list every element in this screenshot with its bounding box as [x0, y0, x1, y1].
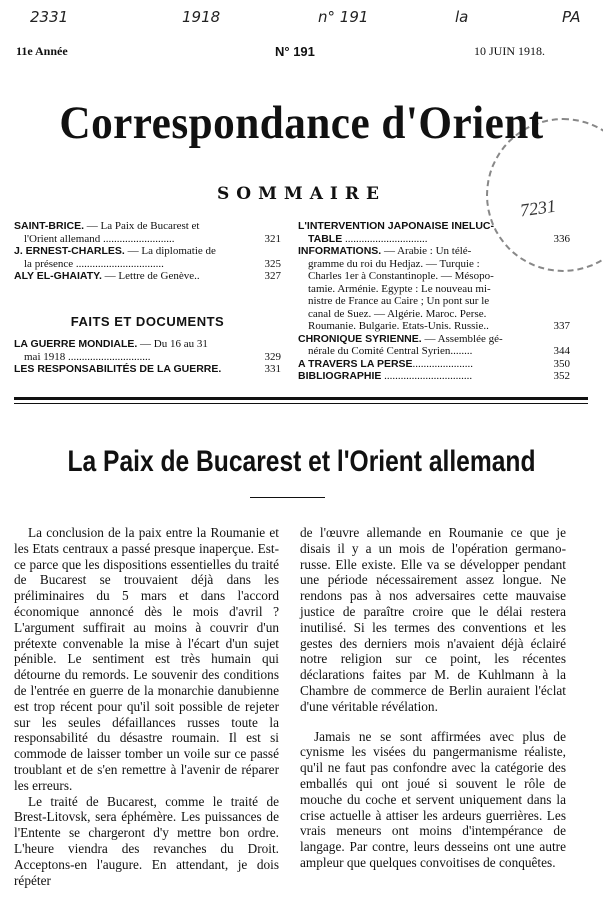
handwritten-note: 1918 — [182, 8, 221, 26]
toc-entry[interactable]: l'Orient allemand .......................... 321 — [24, 232, 281, 245]
stamp-number: 7231 — [518, 195, 558, 221]
issue-date: 10 JUIN 1918. — [474, 44, 545, 58]
toc-entry: canal de Suez. — Algérie. Maroc. Perse. — [308, 307, 487, 320]
toc-entry[interactable]: INFORMATIONS. — Arabie : Un télé- — [298, 245, 472, 257]
paragraph: Jamais ne se sont affirmées avec plus de cynisme les visées du pangermanisme réaliste, qu'il ne faut pas confondre avec la catégorie des emballés qui ont joué si souvent le rôle de mouche du coche et servent uniquement dans la crise actuelle à attiser les ardeurs guerrières. Les vrais meneurs ont moins d'intempérance de langage. Par contre, leurs desseins ont une autre ampleur que quelques convoitises de conquêtes. — [300, 728, 566, 870]
handwritten-note: n° 191 — [318, 8, 369, 26]
toc-entry[interactable]: Roumanie. Bulgarie. Etats-Unis. Russie.. 337 — [308, 320, 570, 332]
toc-entry[interactable]: L'INTERVENTION JAPONAISE INELUC- — [298, 220, 494, 232]
toc-entry[interactable]: nérale du Comité Central Syrien........ 344 — [308, 345, 570, 357]
year-label: 11e Année — [16, 44, 68, 58]
paragraph: de l'œuvre allemande en Roumanie ce que je disais il y a un mois de l'opération germano-russe. Elle existe. Elle va se développer pendant une période nécessairement assez longue. Ne rendons pas à nos adversaires cette mauvaise justice de paraître croire que le délai restera inutilisé. Si les termes des conventions et les gestes des derniers mois n'avaient déjà éclairé notre religion sur ce point, les récentes déclarations faites par M. de Kuhlmann à la Chambre de commerce de Berlin auraient l'éclat d'une véritable révélation. — [300, 525, 566, 714]
title-underline — [250, 497, 325, 498]
paragraph: Le traité de Bucarest, comme le traité de Brest-Litovsk, sera éphémère. Les puissances de l'Entente se chargeront d'y mettre bon ordre. L'heure viendra des revanches du Droit. Acceptons-en l'augure. En attendant, je dois répéter — [14, 793, 279, 888]
toc-right-column — [298, 220, 570, 383]
toc-entry: tamie. Arménie. Egypte : Le nouveau mi- — [308, 282, 491, 295]
toc-faits-column — [14, 338, 281, 376]
toc-entry[interactable]: la présence ................................ 325 — [24, 257, 281, 270]
toc-entry[interactable]: mai 1918 .............................. 329 — [24, 350, 281, 363]
toc-entry[interactable]: ALY EL-GHAIATY. — Lettre de Genève.. 327 — [14, 270, 281, 282]
toc-entry: gramme du roi du Hedjaz. — Turquie : — [308, 257, 480, 270]
paragraph: La conclusion de la paix entre la Roumanie et les Etats centraux a passé presque inaperçue. Est-ce parce que les dispositions essentielles du traité de Bucarest se trouvaient déjà dans les préliminaires du 5 mars et dans l'accord économique annoncé dès le mois d'avril ? L'argument suffirait au moins à couvrir d'un prétexte convenable la mise à l'écart d'un sujet pénible. Le sentiment est très humain qui détourne du remords. Le souvenir des conditions de l'entrée en guerre de la monarchie danubienne est trop récent pour qu'il soit possible de rejeter sur les seules défaillances russes toute la responsabilité du désastre roumain. Il est si commode de laisser tomber un voile sur ce passé troublant et de s'en remettre à l'avenir de réparer les erreurs. — [14, 525, 279, 793]
handwritten-note: la — [455, 8, 469, 26]
toc-entry: Charles 1er à Constantinople. — Mésopo- — [308, 270, 494, 282]
faits-documents-heading: FAITS ET DOCUMENTS — [70, 314, 225, 329]
toc-left-column — [14, 220, 281, 283]
handwritten-note: 2331 — [30, 8, 69, 26]
toc-entry[interactable]: CHRONIQUE SYRIENNE. — Assemblée gé- — [298, 332, 503, 345]
sommaire-heading: SOMMAIRE — [217, 184, 386, 204]
double-rule-bottom — [14, 403, 588, 404]
issue-number: N° 191 — [275, 44, 315, 59]
article-column-left — [14, 525, 279, 888]
handwritten-note: PA — [562, 8, 581, 26]
toc-entry[interactable]: LES RESPONSABILITÉS DE LA GUERRE. 331 — [14, 363, 281, 375]
masthead-title: Correspondance d'Orient — [59, 97, 544, 149]
toc-entry[interactable]: TABLE .............................. 336 — [308, 232, 570, 245]
toc-entry[interactable]: LA GUERRE MONDIALE. — Du 16 au 31 — [14, 338, 208, 350]
toc-entry[interactable]: SAINT-BRICE. — La Paix de Bucarest et — [14, 220, 200, 232]
article-column-right — [300, 525, 566, 871]
toc-entry: nistre de France au Caire ; Un pont sur le — [308, 295, 490, 307]
toc-entry[interactable]: A TRAVERS LA PERSE...................... 350 — [298, 357, 570, 370]
article-title: La Paix de Bucarest et l'Orient allemand — [67, 445, 536, 478]
double-rule-top — [14, 397, 588, 400]
toc-entry[interactable]: BIBLIOGRAPHIE ................................ 352 — [298, 370, 570, 382]
toc-entry[interactable]: J. ERNEST-CHARLES. — La diplomatie de — [14, 245, 216, 257]
